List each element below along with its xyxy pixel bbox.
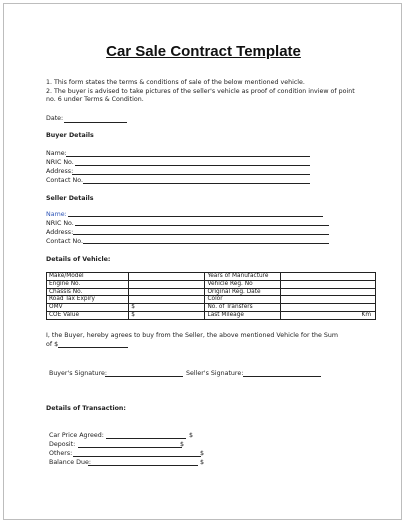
deposit-field[interactable]	[78, 447, 182, 448]
date-label: Date:	[46, 115, 64, 122]
buyer-nric-field[interactable]	[75, 165, 310, 166]
buyer-address-label: Address:	[46, 168, 74, 175]
agreement-line-1: I, the Buyer, hereby agrees to buy from the Seller, the above mentioned Vehicle for the Sum	[46, 332, 339, 339]
currency-symbol: $	[189, 432, 194, 439]
buyer-heading: Buyer Details	[46, 132, 94, 139]
seller-address-field[interactable]	[73, 234, 329, 235]
transaction-label: Balance Due:	[49, 459, 91, 466]
vehicle-details-table	[46, 272, 376, 320]
vehicle-label-cell: Color	[205, 296, 280, 304]
buyer-address-field[interactable]	[72, 174, 310, 175]
intro-line-1: 1. This form states the terms & conditions of sale of the below mentioned vehicle.	[46, 79, 305, 86]
vehicle-value-cell[interactable]	[129, 280, 205, 288]
transaction-label: Car Price Agreed:	[49, 432, 104, 439]
currency-symbol: $	[200, 450, 205, 457]
transaction-heading: Details of Transaction:	[46, 405, 126, 412]
seller-name-field[interactable]	[68, 216, 323, 217]
seller-name-label: Name:	[46, 211, 67, 218]
seller-signature-field[interactable]	[243, 376, 321, 377]
vehicle-value-cell[interactable]	[129, 296, 205, 304]
vehicle-label-cell: Original Reg. Date	[205, 288, 280, 296]
buyer-contact-label: Contact No.	[46, 177, 83, 184]
vehicle-label-cell: OMV	[47, 304, 129, 312]
vehicle-value-cell[interactable]	[129, 288, 205, 296]
seller-nric-field[interactable]	[75, 225, 329, 226]
buyer-nric-label: NRIC No.	[46, 159, 74, 166]
vehicle-value-cell[interactable]	[280, 280, 375, 288]
transaction-label: Others:	[49, 450, 73, 457]
transaction-label: Deposit:	[49, 441, 76, 448]
table-row	[47, 288, 376, 296]
currency-symbol: $	[200, 459, 205, 466]
buyer-signature-label: Buyer's Signature:	[49, 370, 108, 377]
vehicle-label-cell: No. of Transfers	[205, 304, 280, 312]
seller-contact-field[interactable]	[83, 243, 329, 244]
vehicle-label-cell: Last Mileage	[205, 311, 280, 319]
balance-due-field[interactable]	[88, 465, 198, 466]
vehicle-label-cell: Years of Manufacture	[205, 273, 280, 281]
table-row	[47, 311, 376, 319]
agreement-sum-field[interactable]	[58, 347, 128, 348]
buyer-contact-field[interactable]	[83, 183, 310, 184]
table-row	[47, 273, 376, 281]
vehicle-label-cell: Make/Model	[47, 273, 129, 281]
agreement-line-2: of $	[46, 341, 59, 348]
seller-signature-label: Seller's Signature:	[186, 370, 244, 377]
vehicle-label-cell: Engine No.	[47, 280, 129, 288]
vehicle-value-cell[interactable]: $	[129, 304, 205, 312]
table-row	[47, 304, 376, 312]
date-field[interactable]	[64, 122, 127, 123]
seller-contact-label: Contact No.	[46, 238, 83, 245]
vehicle-value-cell[interactable]	[280, 296, 375, 304]
seller-address-label: Address:	[46, 229, 74, 236]
vehicle-label-cell: Road Tax Expiry	[47, 296, 129, 304]
vehicle-label-cell: Vehicle Reg. No	[205, 280, 280, 288]
buyer-name-field[interactable]	[66, 156, 310, 157]
vehicle-heading: Details of Vehicle:	[46, 256, 111, 263]
document-title: Car Sale Contract Template	[106, 43, 301, 60]
seller-nric-label: NRIC No.	[46, 220, 74, 227]
intro-line-2: 2. The buyer is advised to take pictures of the seller's vehicle as proof of condition inview of point	[46, 88, 355, 95]
buyer-signature-field[interactable]	[105, 376, 183, 377]
currency-symbol: $	[180, 441, 185, 448]
table-row	[47, 296, 376, 304]
table-row	[47, 280, 376, 288]
vehicle-label-cell: Chassis No.	[47, 288, 129, 296]
others-field[interactable]	[73, 456, 201, 457]
car-price-field[interactable]	[106, 438, 186, 439]
buyer-name-label: Name:	[46, 150, 67, 157]
vehicle-value-cell[interactable]: $	[129, 311, 205, 319]
vehicle-value-cell[interactable]	[280, 288, 375, 296]
vehicle-value-cell[interactable]: Km	[280, 311, 375, 319]
seller-heading: Seller Details	[46, 195, 94, 202]
vehicle-value-cell[interactable]	[280, 304, 375, 312]
vehicle-value-cell[interactable]	[129, 273, 205, 281]
vehicle-value-cell[interactable]	[280, 273, 375, 281]
vehicle-label-cell: COE Value	[47, 311, 129, 319]
intro-line-3: no. 6 under Terms & Condition.	[46, 96, 144, 103]
